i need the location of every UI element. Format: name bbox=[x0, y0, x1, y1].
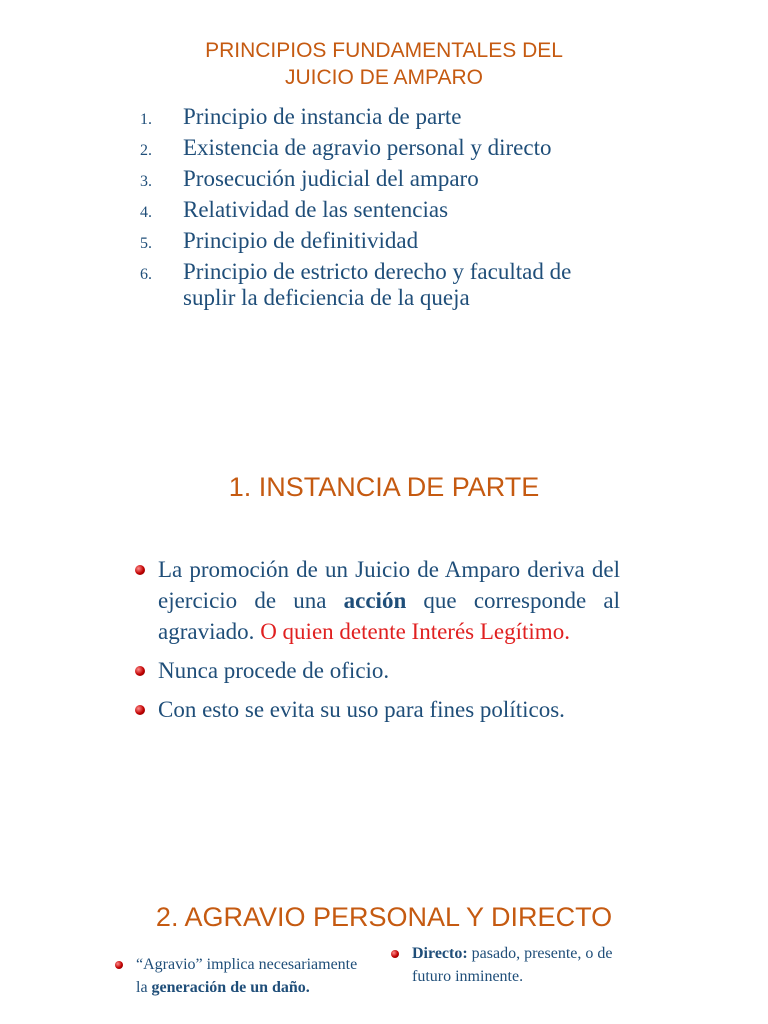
bullet-text: Nunca procede de oficio. bbox=[158, 658, 390, 683]
bullet-text: pasado, presente, o de futuro inminente. bbox=[412, 945, 613, 985]
list-item-text: Existencia de agravio personal y directo bbox=[183, 135, 552, 160]
list-item bbox=[135, 694, 620, 725]
principles-list bbox=[140, 104, 610, 316]
list-item bbox=[140, 228, 610, 254]
list-item bbox=[113, 953, 363, 999]
list-number: 5. bbox=[140, 235, 152, 252]
list-item-text: Principio de estricto derecho y facultad de suplir la deficiencia de la queja bbox=[183, 259, 572, 310]
list-item-text: Principio de instancia de parte bbox=[183, 104, 462, 129]
list-item bbox=[140, 259, 610, 311]
list-number: 6. bbox=[140, 266, 152, 283]
bullet-icon bbox=[135, 705, 145, 715]
list-item bbox=[140, 104, 610, 130]
bullet-text: que corresponde al agraviado. bbox=[158, 588, 620, 644]
list-item-text: Principio de definitividad bbox=[183, 228, 419, 253]
bold-term-directo: Directo: bbox=[412, 945, 468, 962]
slide-title-agravio: 2. AGRAVIO PERSONAL Y DIRECTO bbox=[155, 902, 613, 932]
list-number: 2. bbox=[140, 142, 152, 159]
bullet-icon bbox=[135, 666, 145, 676]
list-item bbox=[140, 166, 610, 192]
agravio-left-bullets bbox=[113, 953, 363, 999]
bullet-text: La promoción de un Juicio de Amparo deriva del ejercicio de una bbox=[158, 557, 620, 613]
highlight-interes-legitimo: O quien detente Interés Legítimo. bbox=[260, 619, 570, 644]
slide-title-principios bbox=[0, 37, 768, 91]
list-item bbox=[135, 655, 620, 686]
instancia-bullets bbox=[135, 554, 620, 733]
list-item-text: Prosecución judicial del amparo bbox=[183, 166, 479, 191]
bold-term-accion: acción bbox=[343, 588, 407, 613]
list-item bbox=[140, 197, 610, 223]
list-number: 4. bbox=[140, 204, 152, 221]
list-item bbox=[135, 554, 620, 647]
bullet-text: Con esto se evita su uso para fines políticos. bbox=[158, 697, 565, 722]
bullet-icon bbox=[115, 961, 123, 969]
agravio-right-bullets bbox=[389, 942, 629, 988]
bullet-text: “Agravio” implica necesariamente la bbox=[136, 956, 358, 996]
list-item bbox=[389, 942, 629, 988]
bold-term-dano: generación de un daño. bbox=[151, 979, 310, 996]
bullet-icon bbox=[135, 565, 145, 575]
list-number: 1. bbox=[140, 111, 152, 128]
slide-title-instancia: 1. INSTANCIA DE PARTE bbox=[228, 472, 540, 502]
title-line-1: PRINCIPIOS FUNDAMENTALES DEL bbox=[205, 39, 563, 62]
title-line-2: JUICIO DE AMPARO bbox=[285, 66, 483, 89]
list-item-text: Relatividad de las sentencias bbox=[183, 197, 449, 222]
list-number: 3. bbox=[140, 173, 152, 190]
bullet-icon bbox=[391, 950, 399, 958]
list-item bbox=[140, 135, 610, 161]
